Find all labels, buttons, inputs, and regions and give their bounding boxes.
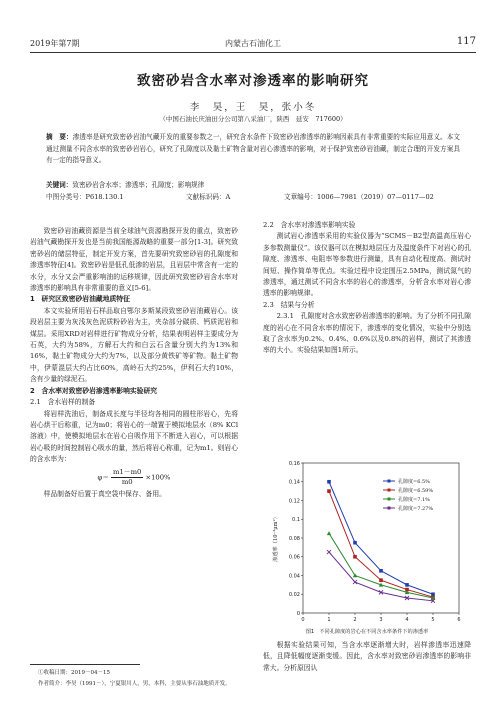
paragraph: 2.3.1 孔隙度对含水致密砂岩渗透率的影响。为了分析不同孔隙度的岩心在不同含水率的情况下，渗透率的变化情况，实验中分别选取了含水率为0.2%、0.4%、0.6%以及0.8%的岩样，测试了其渗透率的大小。实验结果如图1所示。	[263, 312, 471, 355]
x-tick-label: 3	[379, 617, 383, 623]
data-point	[379, 569, 383, 573]
paragraph: 测试岩心渗透率采用的实验仪器为“SCMS－B2型高温高压岩心多参数测量仪”。该仪器可以在模拟地层压力及温度条件下对岩心的孔隙度、渗透率、电阻率等参数进行测量，具有自动化程度高、测试时间短、操作简单等优点。实验过程中设定围压2.5MPa，测试氮气的渗透率，通过测试不同含水率的岩心的渗透率，分析含水率对岩心渗透率的影响规律。	[263, 232, 471, 298]
subsection-heading: 2.2 含水率对渗透率影响实验	[263, 221, 356, 229]
formula-denominator: m0	[121, 477, 133, 486]
footnote-rule	[30, 664, 140, 665]
footnote-received: ①收稿日期：2019－04－15	[38, 670, 110, 676]
section-heading: 2 含水率对致密砂岩渗透率影响实验研究	[30, 386, 158, 395]
subsection-heading: 2.1 含水岩样的制备	[30, 398, 96, 407]
abstract-label: 摘 要：	[46, 133, 73, 141]
paragraph: 根据实验结果可知，当含水率逐渐增大时，岩样渗透率迅速降低，且降低幅度逐渐变缓。因此，含水率对致密砂岩渗透率的影响非常大。分析原因认	[263, 641, 471, 672]
affiliation: （中国石油长庆油田分公司第八采油厂，陕西 延安 717600）	[159, 115, 347, 123]
y-tick-label: 0	[296, 610, 300, 617]
abstract-text: 渗透率是研究致密砂岩油气藏开发的重要参数之一，研究含水条件下致密砂岩渗透率的影响因素具有非常重要的实际应用意义。本文通过测量不同含水率的致密砂岩岩心，研究了孔隙度以及黏土矿物含量对岩心渗透率的影响，对于保护致密砂岩油藏，制定合理的开发方案具有一定的指导意义。	[46, 133, 461, 164]
issue-label: 2019年第7期	[30, 39, 80, 48]
legend-entry: 孔隙度=7.1%	[398, 496, 430, 503]
y-tick-label: 0.14	[288, 479, 300, 486]
figure-caption: 图1 不同孔隙度的岩心在不同含水率条件下的渗透率	[305, 629, 429, 635]
page-number: 117	[456, 36, 476, 47]
x-tick-label: 4	[405, 617, 409, 623]
data-point	[353, 580, 357, 584]
article-number: 文章编号：1006—7981（2019）07—0117—02	[284, 193, 434, 201]
y-tick-label: 0.08	[288, 535, 300, 542]
data-point	[327, 480, 331, 484]
data-point	[379, 578, 383, 582]
formula-fraction	[111, 468, 143, 487]
classification-line	[46, 191, 460, 201]
formula-phi: φ＝	[97, 473, 110, 482]
formula-numerator: m1－m0	[113, 467, 142, 476]
paragraph: 致密砂岩油藏资源是当前全球油气资源勘探开发的重点，致密砂岩油气藏勘探开发也是当前我国能源战略的重要一部分[1-3]。研究致密砂岩的储层特征，制定开发方案，首先要研究致密砂岩的孔隙度和渗透率特征[4]。致密砂岩是低孔低渗的岩层，且岩层中常含有一定的水分，水分又会严重影响油的运移规律，因此研究致密砂岩含水率对渗透率的影响具有非常重要的意义[5-6]。	[30, 227, 238, 293]
y-tick-label: 0.1	[292, 517, 300, 524]
y-tick-label: 0.06	[288, 554, 300, 561]
legend-marker	[388, 507, 391, 510]
legend-marker	[388, 480, 391, 483]
x-tick-label: 5	[431, 617, 435, 623]
paragraph: 本文实验所用岩石样品取自鄂尔多斯某段致密砂岩油藏岩心。该段岩层主要为灰浅灰色泥质粉砂岩为主，夹杂部分碳质、钙质泥岩和煤层。采用XRD对岩样进行矿物成分分析，结果表明岩样主要成分为石英，大约为58%，方解石大约和白云石含量分别大约为13%和16%，黏土矿物成分大约为7%，以及部分黄铁矿等矿物。黏土矿物中，伊蒙混层大约占比60%，高岭石大约25%，伊利石大约10%，含有少量的绿泥石。	[30, 306, 238, 384]
doc-code: 文献标识码：A	[186, 193, 231, 201]
right-column-continued	[263, 640, 471, 674]
legend-marker	[388, 489, 391, 492]
clc-number: 中图分类号：P618.130.1	[46, 193, 124, 201]
x-tick-label: 2	[353, 617, 357, 623]
y-axis-label: 渗透率（10⁻³μm²）	[273, 514, 279, 562]
x-tick-label: 0	[301, 617, 305, 623]
keywords	[46, 179, 460, 189]
data-point	[327, 489, 331, 493]
permeability-chart	[263, 453, 471, 628]
data-point	[405, 583, 409, 587]
left-column	[30, 226, 238, 500]
data-point	[353, 541, 357, 545]
subsection-heading: 2.3 结果与分析	[263, 300, 315, 309]
section-heading: 1 研究区致密砂岩油藏地质特征	[30, 295, 130, 304]
footnote-author: 作者简介：李昊（1991－），宁夏银川人，男，本科，主要从事石油地质开发。	[38, 681, 231, 687]
paper-title: 致密砂岩含水率对渗透率的影响研究	[137, 73, 369, 89]
y-tick-label: 0.02	[288, 592, 300, 599]
running-header	[30, 38, 476, 52]
journal-name: 内蒙古石油化工	[225, 39, 281, 48]
authors: 李 昊，王 昊，张小冬	[189, 102, 317, 113]
plot-frame	[303, 463, 459, 613]
right-column	[263, 220, 471, 357]
y-tick-label: 0.12	[288, 498, 300, 505]
keywords-label: 关键词：	[46, 181, 73, 189]
legend-entry: 孔隙度=6.59%	[398, 487, 434, 494]
y-tick-label: 0.16	[288, 460, 300, 467]
x-tick-label: 1	[327, 617, 331, 623]
data-point	[353, 555, 357, 559]
paragraph: 样品制备好后置于真空袋中保存、备用。	[43, 489, 166, 498]
y-tick-label: 0.04	[288, 573, 300, 580]
legend-entry: 孔隙度=7.27%	[398, 505, 434, 512]
x-tick-label: 6	[457, 617, 461, 623]
moisture-formula	[30, 468, 238, 487]
header-rule	[30, 52, 476, 53]
keywords-text: 致密砂岩含水率；渗透率；孔隙度；影响规律	[72, 181, 205, 189]
abstract	[46, 132, 460, 167]
paragraph: 将岩样洗油后，制备成长度与半径均各相同的圆柱形岩心，先将岩心烘干后称重，记为m0；将岩心的一端置于模拟地层水（8% KCl溶液）中，使模拟地层水在岩心自吸作用下不断进入岩心，可以根据岩心吸的时间控制岩心吸水的量，然后将岩心称重，记为m1。则岩心的含水率为：	[30, 409, 238, 464]
legend-marker	[388, 498, 391, 501]
data-point	[327, 531, 331, 535]
data-point	[327, 550, 331, 554]
legend-entry: 孔隙度=6.5%	[398, 478, 430, 485]
formula-tail: ×100%	[145, 473, 171, 482]
